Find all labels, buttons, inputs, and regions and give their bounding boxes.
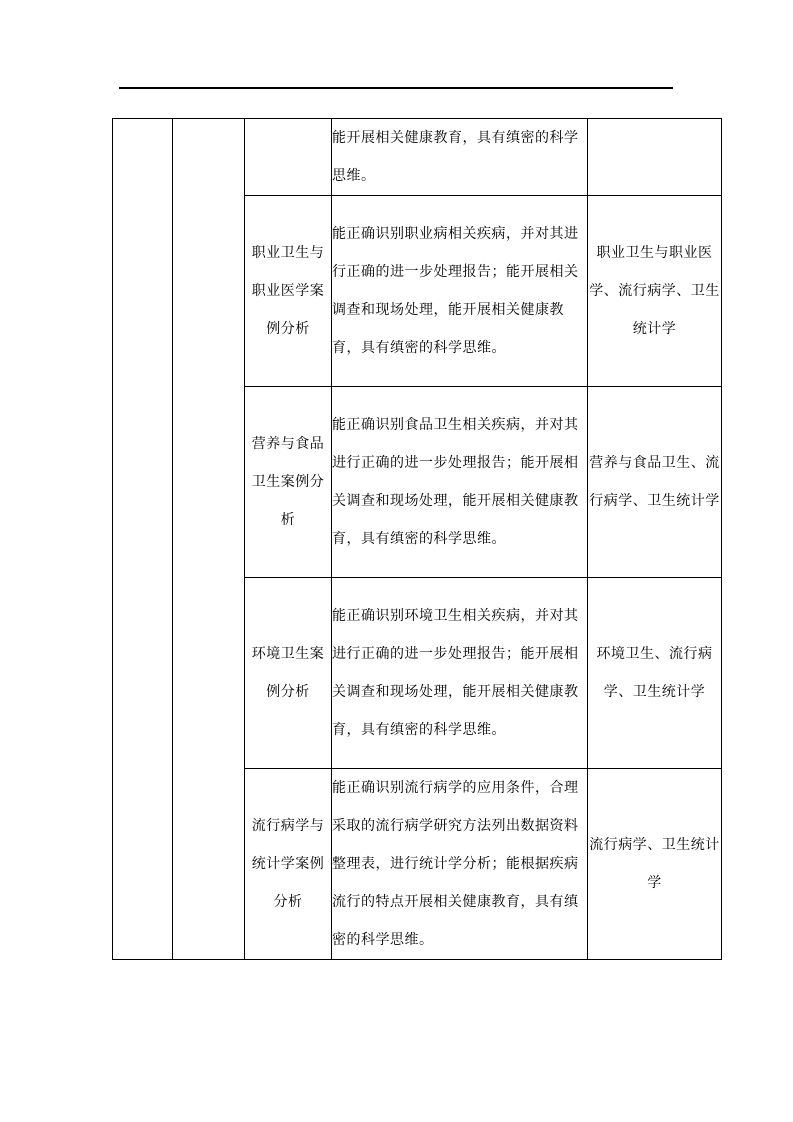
case-name-cell: [245, 119, 332, 196]
description-cell: 能开展相关健康教育，具有缜密的科学思维。: [332, 119, 588, 196]
merged-category-cell: [113, 119, 173, 960]
subjects-cell: [588, 119, 722, 196]
description-cell: 能正确识别环境卫生相关疾病，并对其进行正确的进一步处理报告；能开展相关调查和现场处理，能开展相关健康教育，具有缜密的科学思维。: [332, 578, 588, 769]
case-name-cell: 流行病学与统计学案例分析: [245, 769, 332, 960]
subjects-cell: 职业卫生与职业医学、流行病学、卫生统计学: [588, 196, 722, 387]
case-name-cell: 职业卫生与职业医学案例分析: [245, 196, 332, 387]
table-row: [113, 119, 722, 196]
description-cell: 能正确识别食品卫生相关疾病，并对其进行正确的进一步处理报告；能开展相关调查和现场处理，能开展相关健康教育，具有缜密的科学思维。: [332, 387, 588, 578]
description-cell: 能正确识别流行病学的应用条件，合理采取的流行病学研究方法列出数据资料整理表，进行统计学分析；能根据疾病流行的特点开展相关健康教育，具有缜密的科学思维。: [332, 769, 588, 960]
case-name-cell: 营养与食品卫生案例分析: [245, 387, 332, 578]
content-table: [112, 118, 722, 960]
merged-subcategory-cell: [173, 119, 245, 960]
subjects-cell: 流行病学、卫生统计学: [588, 769, 722, 960]
subjects-cell: 营养与食品卫生、流行病学、卫生统计学: [588, 387, 722, 578]
subjects-cell: 环境卫生、流行病学、卫生统计学: [588, 578, 722, 769]
case-name-cell: 环境卫生案例分析: [245, 578, 332, 769]
description-cell: 能正确识别职业病相关疾病，并对其进行正确的进一步处理报告；能开展相关调查和现场处理，能开展相关健康教育，具有缜密的科学思维。: [332, 196, 588, 387]
header-rule: [119, 87, 673, 89]
